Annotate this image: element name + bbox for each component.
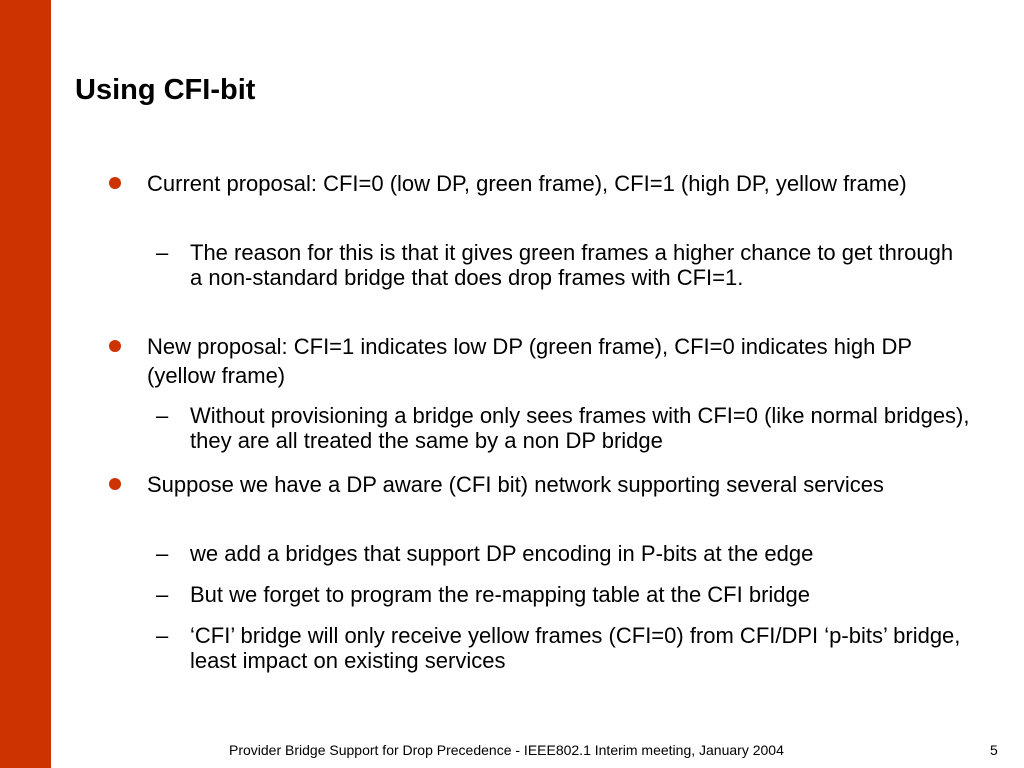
footer-text: Provider Bridge Support for Drop Precedence - IEEE802.1 Interim meeting, January 2004 [229, 742, 784, 758]
sub-bullet-text: Without provisioning a bridge only sees frames with CFI=0 (like normal bridges), they are all treated the same by a non DP bridge [190, 403, 970, 453]
bullet-item [147, 169, 957, 198]
sub-bullet-text: But we forget to program the re-mapping table at the CFI bridge [190, 582, 810, 607]
sub-bullet-text: we add a bridges that support DP encoding in P-bits at the edge [190, 541, 814, 566]
bullet-dot-icon [109, 177, 121, 189]
slide-title: Using CFI-bit [75, 74, 256, 106]
dash-icon: – [156, 240, 169, 265]
dash-icon: – [156, 541, 169, 566]
page-number: 5 [990, 742, 998, 758]
dash-icon: – [156, 582, 169, 607]
dash-icon: – [156, 403, 169, 428]
sub-bullet-item [156, 403, 970, 453]
bullet-text: Current proposal: CFI=0 (low DP, green frame), CFI=1 (high DP, yellow frame) [147, 171, 907, 196]
sub-bullet-text: ‘CFI’ bridge will only receive yellow frames (CFI=0) from CFI/DPI ‘p-bits’ bridge, least impact on existing services [190, 623, 961, 673]
dash-icon: – [156, 623, 169, 648]
bullet-text: Suppose we have a DP aware (CFI bit) network supporting several services [147, 472, 884, 497]
bullet-item [147, 470, 957, 499]
accent-sidebar [0, 0, 51, 768]
sub-bullet-text: The reason for this is that it gives green frames a higher chance to get through a non-standard bridge that does drop frames with CFI=1. [190, 240, 954, 290]
sub-bullet-item [156, 623, 970, 673]
sub-bullet-item [156, 240, 970, 290]
bullet-dot-icon [109, 340, 121, 352]
sub-bullet-item [156, 541, 970, 566]
sub-bullet-item [156, 582, 970, 607]
bullet-item [147, 332, 957, 390]
bullet-text: New proposal: CFI=1 indicates low DP (green frame), CFI=0 indicates high DP (yellow frame) [147, 334, 912, 388]
bullet-dot-icon [109, 478, 121, 490]
